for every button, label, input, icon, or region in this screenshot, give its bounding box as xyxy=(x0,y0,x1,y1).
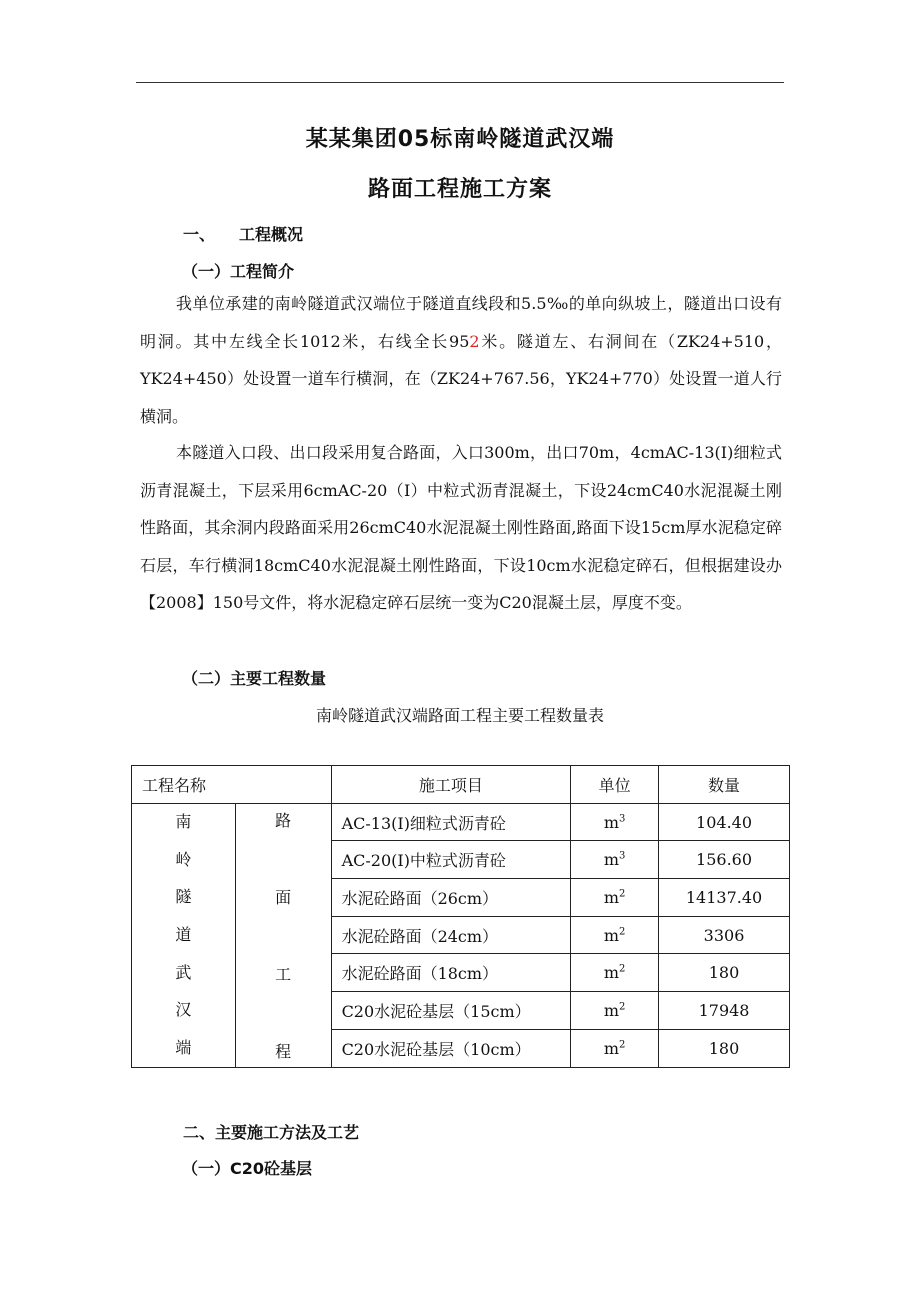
unit-exponent: 2 xyxy=(619,1039,626,1051)
subsection-heading-quantities: （二）主要工程数量 xyxy=(182,669,327,688)
item-cell: C20水泥砼基层（15cm） xyxy=(331,992,571,1030)
unit-cell xyxy=(571,1029,659,1067)
unit-base: m xyxy=(603,850,620,870)
highlighted-digit: 2 xyxy=(469,331,480,351)
qty-cell: 17948 xyxy=(659,992,790,1030)
item-cell: AC-13(I)细粒式沥青砼 xyxy=(331,803,571,841)
unit-base: m xyxy=(603,887,620,907)
intro-paragraph xyxy=(140,285,782,435)
work-category-cell xyxy=(235,803,331,1067)
section-heading-methods: 二、主要施工方法及工艺 xyxy=(183,1123,360,1142)
unit-cell xyxy=(571,992,659,1030)
quantity-table xyxy=(131,765,790,1068)
header-construction-item: 施工项目 xyxy=(331,766,571,804)
work-category-char: 面 xyxy=(275,888,292,908)
unit-exponent: 2 xyxy=(619,1001,626,1013)
unit-cell xyxy=(571,954,659,992)
project-name-char: 岭 xyxy=(175,849,192,869)
table-header-row xyxy=(132,766,790,804)
qty-cell: 180 xyxy=(659,1029,790,1067)
item-cell: AC-20(I)中粒式沥青砼 xyxy=(331,841,571,879)
project-name-cell xyxy=(132,803,236,1067)
unit-cell xyxy=(571,916,659,954)
unit-base: m xyxy=(603,963,620,983)
header-unit: 单位 xyxy=(571,766,659,804)
work-category-char: 路 xyxy=(275,811,292,831)
qty-cell: 14137.40 xyxy=(659,879,790,917)
qty-cell: 3306 xyxy=(659,916,790,954)
project-name-char: 隧 xyxy=(175,887,192,907)
item-cell: 水泥砼路面（26cm） xyxy=(331,879,571,917)
unit-base: m xyxy=(603,925,620,945)
document-title: 某某集团05标南岭隧道武汉端 xyxy=(305,127,615,152)
work-category-char: 程 xyxy=(275,1042,292,1062)
project-name-char: 道 xyxy=(175,925,192,945)
unit-base: m xyxy=(603,812,620,832)
item-cell: C20水泥砼基层（10cm） xyxy=(331,1029,571,1067)
unit-exponent: 2 xyxy=(619,963,626,975)
table-caption: 南岭隧道武汉端路面工程主要工程数量表 xyxy=(315,706,604,725)
subsection-heading-intro: （一）工程简介 xyxy=(182,262,295,281)
project-name-char: 端 xyxy=(175,1038,192,1058)
unit-cell xyxy=(571,803,659,841)
work-category-char: 工 xyxy=(275,965,292,985)
intro-text-part1: 我单位承建的南岭隧道武汉端位于隧道直线段和5.5‰的单向纵坡上，隧道出口设有明洞。其中左线全长1012米，右线全长95 xyxy=(140,294,782,351)
table-row xyxy=(132,803,790,841)
section-heading-overview xyxy=(183,222,303,245)
header-rule xyxy=(136,82,784,83)
unit-cell xyxy=(571,879,659,917)
item-cell: 水泥砼路面（18cm） xyxy=(331,954,571,992)
item-cell: 水泥砼路面（24cm） xyxy=(331,916,571,954)
unit-base: m xyxy=(603,1000,620,1020)
qty-cell: 156.60 xyxy=(659,841,790,879)
unit-base: m xyxy=(603,1038,620,1058)
unit-exponent: 2 xyxy=(619,888,626,900)
document-subtitle: 路面工程施工方案 xyxy=(367,177,552,202)
unit-exponent: 3 xyxy=(619,813,626,825)
project-name-char: 南 xyxy=(175,812,192,832)
intro-text-part2: 米。隧道左、右洞间在（ZK24+510，YK24+450）处设置一道车行横洞，在（ZK24+767.56，YK24+770）处设置一道人行横洞。 xyxy=(140,331,782,426)
project-name-char: 武 xyxy=(175,962,192,982)
header-project-name: 工程名称 xyxy=(132,766,332,804)
qty-cell: 180 xyxy=(659,954,790,992)
pavement-paragraph: 本隧道入口段、出口段采用复合路面，入口300m，出口70m，4cmAC-13(I)细粒式沥青混凝土，下层采用6cmAC-20（I）中粒式沥青混凝土，下设24cmC40水泥混凝土刚性路面，其余洞内段路面采用26cmC40水泥混凝土刚性路面,路面下设15cm厚水泥稳定碎石层，车行横洞18cmC40水泥混凝土刚性路面，下设10cm水泥稳定碎石，但根据建设办【2008】150号文件，将水泥稳定碎石层统一变为C20混凝土层，厚度不变。 xyxy=(140,443,782,612)
project-name-char: 汉 xyxy=(175,1000,192,1020)
unit-exponent: 2 xyxy=(619,926,626,938)
subsection-heading-c20-base: （一）C20砼基层 xyxy=(182,1159,313,1178)
section-number: 一、 xyxy=(183,225,216,244)
unit-exponent: 3 xyxy=(619,850,626,862)
qty-cell: 104.40 xyxy=(659,803,790,841)
unit-cell xyxy=(571,841,659,879)
section-label: 工程概况 xyxy=(239,225,304,244)
header-quantity: 数量 xyxy=(659,766,790,804)
